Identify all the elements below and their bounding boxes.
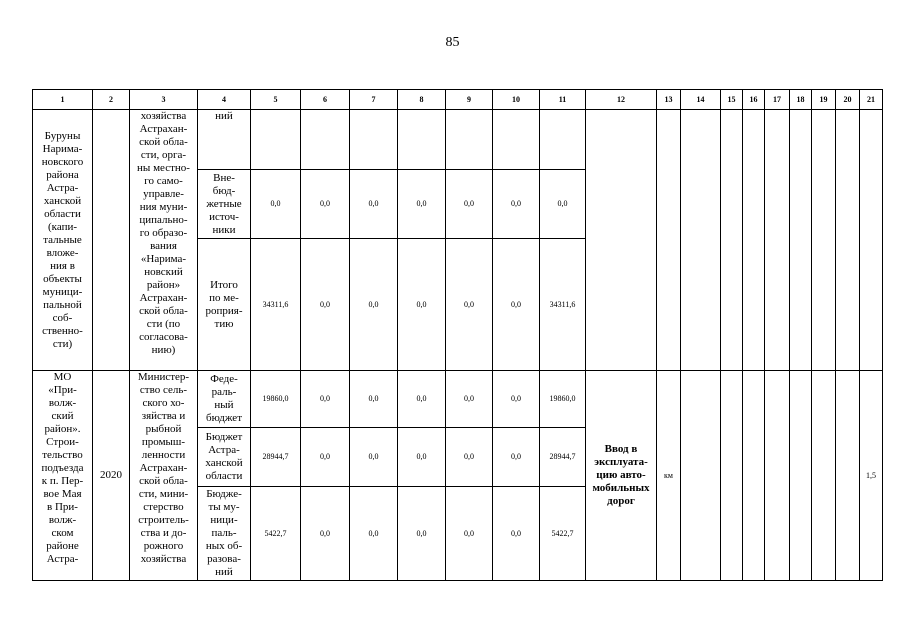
value-cell — [301, 110, 350, 170]
empty-cell — [790, 110, 812, 371]
value-cell: 0,0 — [446, 239, 493, 371]
empty-cell — [812, 110, 836, 371]
table-row — [33, 371, 883, 428]
value-cell: 19860,0 — [540, 371, 586, 428]
header-cell: 12 — [586, 90, 657, 110]
value-cell: 0,0 — [301, 428, 350, 487]
value-cell: 5422,7 — [540, 487, 586, 581]
empty-cell — [765, 110, 790, 371]
measure-name-cell: Буруны Нарима- новского района Астра- ханской области (капи- тальные вложе- ния в объекты муници- пальной соб- ственно- сти) — [33, 110, 93, 371]
value-cell — [251, 110, 301, 170]
value-cell: 0,0 — [493, 428, 540, 487]
funding-source-cell: ний — [198, 110, 251, 170]
funding-source-cell: Феде- раль- ный бюджет — [198, 371, 251, 428]
empty-cell — [790, 371, 812, 581]
header-cell: 4 — [198, 90, 251, 110]
page-number: 85 — [445, 35, 460, 50]
header-cell: 6 — [301, 90, 350, 110]
value-cell: 0,0 — [350, 239, 398, 371]
empty-cell — [765, 371, 790, 581]
year-cell: 2020 — [93, 371, 130, 581]
empty-cell — [721, 371, 743, 581]
program-table — [32, 89, 883, 581]
value-cell: 0,0 — [350, 487, 398, 581]
value-cell: 0,0 — [301, 170, 350, 239]
funding-source-cell: Бюджет Астра- ханской области — [198, 428, 251, 487]
header-cell: 7 — [350, 90, 398, 110]
header-cell: 20 — [836, 90, 860, 110]
empty-cell — [721, 110, 743, 371]
value-cell — [540, 110, 586, 170]
header-cell: 1 — [33, 90, 93, 110]
empty-cell — [681, 110, 721, 371]
value-cell: 0,0 — [493, 371, 540, 428]
value-cell: 0,0 — [446, 428, 493, 487]
empty-cell — [681, 371, 721, 581]
value-cell — [493, 110, 540, 170]
executor-cell: хозяйства Астрахан- ской обла- сти, орга- ны местно- го само- управле- ния муни- ципально- го образо- вания «Нарима- новский район» Астрахан- ской обла- сти (по согласова- нию) — [130, 110, 198, 371]
header-cell: 21 — [860, 90, 883, 110]
indicator-cell — [586, 110, 657, 371]
value-cell — [398, 110, 446, 170]
header-cell: 13 — [657, 90, 681, 110]
value-cell — [350, 110, 398, 170]
value-cell: 0,0 — [398, 371, 446, 428]
value-cell — [446, 110, 493, 170]
value-cell: 0,0 — [251, 170, 301, 239]
header-cell: 11 — [540, 90, 586, 110]
value-cell: 0,0 — [493, 170, 540, 239]
executor-cell: Министер- ство сель- ского хо- зяйства и рыбной промыш- ленности Астрахан- ской обла- сти, мини- стерство строитель- ства и до- рожного хозяйства — [130, 371, 198, 581]
empty-cell — [860, 110, 883, 371]
measure-name-cell: МО «При- волж- ский район». Строи- тельство подъезда к п. Пер- вое Мая в При- волж- ском районе Астра- — [33, 371, 93, 581]
empty-cell — [836, 110, 860, 371]
header-cell: 17 — [765, 90, 790, 110]
header-cell: 10 — [493, 90, 540, 110]
value-cell: 0,0 — [446, 487, 493, 581]
header-cell: 14 — [681, 90, 721, 110]
value-cell: 28944,7 — [251, 428, 301, 487]
value-cell: 0,0 — [540, 170, 586, 239]
value-cell: 34311,6 — [251, 239, 301, 371]
header-cell: 8 — [398, 90, 446, 110]
header-cell: 9 — [446, 90, 493, 110]
header-cell: 2 — [93, 90, 130, 110]
value-cell: 0,0 — [350, 371, 398, 428]
year-cell — [93, 110, 130, 371]
header-row — [33, 90, 883, 110]
empty-cell — [743, 110, 765, 371]
funding-source-cell: Вне- бюд- жетные источ- ники — [198, 170, 251, 239]
value-cell: 28944,7 — [540, 428, 586, 487]
value-cell: 0,0 — [398, 170, 446, 239]
value-cell: 19860,0 — [251, 371, 301, 428]
header-cell: 16 — [743, 90, 765, 110]
empty-cell — [836, 371, 860, 581]
value-cell: 34311,6 — [540, 239, 586, 371]
value-cell: 0,0 — [301, 239, 350, 371]
indicator-cell: Ввод в эксплуата- цию авто- мобильных дорог — [586, 371, 657, 581]
value-cell: 0,0 — [446, 170, 493, 239]
header-cell: 19 — [812, 90, 836, 110]
unit-cell: км — [657, 371, 681, 581]
value-cell: 0,0 — [301, 371, 350, 428]
value-cell: 0,0 — [446, 371, 493, 428]
value-cell: 0,0 — [398, 428, 446, 487]
value-cell: 0,0 — [301, 487, 350, 581]
value-cell: 5422,7 — [251, 487, 301, 581]
value-cell: 0,0 — [350, 170, 398, 239]
empty-cell — [812, 371, 836, 581]
unit-cell — [657, 110, 681, 371]
table-row — [33, 110, 883, 170]
header-cell: 3 — [130, 90, 198, 110]
value-cell: 0,0 — [350, 428, 398, 487]
header-cell: 15 — [721, 90, 743, 110]
empty-cell — [743, 371, 765, 581]
value-cell: 0,0 — [398, 487, 446, 581]
value-cell: 0,0 — [493, 239, 540, 371]
value-cell-col21: 1,5 — [860, 371, 883, 581]
funding-source-cell: Итого по ме- роприя- тию — [198, 239, 251, 371]
header-cell: 18 — [790, 90, 812, 110]
value-cell: 0,0 — [493, 487, 540, 581]
funding-source-cell: Бюдже- ты му- ници- паль- ных об- разова- ний — [198, 487, 251, 581]
header-cell: 5 — [251, 90, 301, 110]
value-cell: 0,0 — [398, 239, 446, 371]
